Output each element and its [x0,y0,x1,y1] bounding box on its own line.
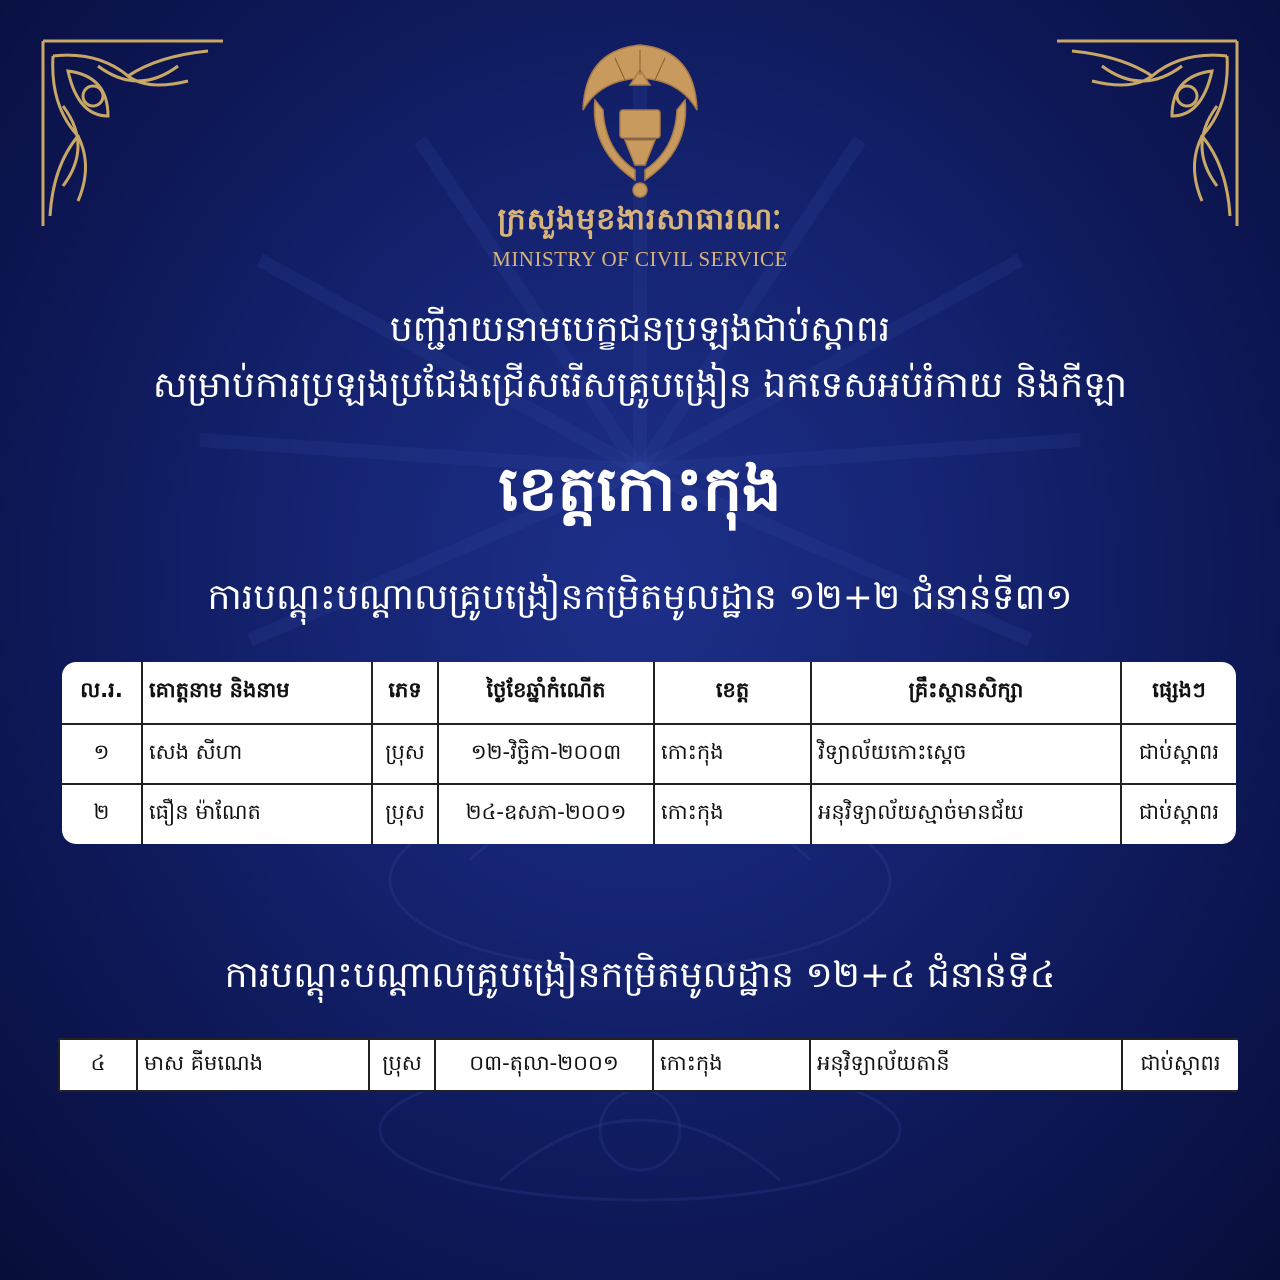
table-header-row [62,662,1236,724]
section-title-12-4: ការបណ្ដុះបណ្ដាលគ្រូបង្រៀនកម្រិតមូលដ្ឋាន ១២+៤ ជំនាន់ទី៤ [224,955,1056,996]
cell-name: សេង សីហា [142,724,372,785]
ministry-name-khmer: ក្រសួងមុខងារសាធារណៈ [497,202,783,237]
table-row [62,784,1236,844]
cell-status: ជាប់ស្ដាពរ [1121,784,1236,844]
col-header-institution: គ្រឹះស្ថានសិក្សា [811,662,1121,724]
cell-birthdate: ១២-វិច្ឆិកា-២០០៣ [438,724,654,785]
cell-gender: ប្រុស [372,784,438,844]
cell-birthdate: ២៤-ឧសភា-២០០១ [438,784,654,844]
province-heading: ខេត្តកោះកុង [498,452,782,525]
cell-number: ២ [62,784,142,844]
table-row [59,1039,1238,1091]
cell-institution: អនុវិទ្យាល័យស្មាច់មានជ័យ [811,784,1121,844]
cell-name: មាស គីមណេង [137,1039,369,1091]
cell-institution: វិទ្យាល័យកោះស្ដេច [811,724,1121,785]
col-header-other: ផ្សេងៗ [1121,662,1236,724]
col-header-number: ល.រ. [62,662,142,724]
results-table-12-4 [58,1038,1238,1092]
col-header-birthdate: ថ្ងៃខែឆ្នាំកំណើត [438,662,654,724]
cell-number: ១ [62,724,142,785]
cell-province: កោះកុង [654,724,811,785]
ministry-emblem-icon [565,40,715,200]
col-header-province: ខេត្ត [654,662,811,724]
cell-institution: អនុវិទ្យាល័យតានី [810,1039,1122,1091]
ministry-name-english: MINISTRY OF CIVIL SERVICE [492,247,788,271]
cell-status: ជាប់ស្ដាពរ [1122,1039,1238,1091]
section-title-12-2: ការបណ្ដុះបណ្ដាលគ្រូបង្រៀនកម្រិតមូលដ្ឋាន ១២+២ ជំនាន់ទី៣១ [207,577,1073,618]
cell-status: ជាប់ស្ដាពរ [1121,724,1236,785]
col-header-name: គោត្តនាម និងនាម [142,662,372,724]
cell-province: កោះកុង [654,784,811,844]
table-row [62,724,1236,785]
document-title: បញ្ជីរាយនាមបេក្ខជនប្រឡងជាប់ស្ដាពរ [389,309,891,350]
document-subtitle: សម្រាប់ការប្រឡងប្រជែងជ្រើសរើសគ្រូបង្រៀន ឯកទេសអប់រំកាយ និងកីឡា [152,365,1128,406]
cell-gender: ប្រុស [372,724,438,785]
results-table-12-2 [62,662,1236,844]
col-header-gender: ភេទ [372,662,438,724]
cell-number: ៤ [59,1039,137,1091]
cell-gender: ប្រុស [369,1039,435,1091]
cell-province: កោះកុង [653,1039,810,1091]
cell-name: ធឿន ម៉ាណែត [142,784,372,844]
cell-birthdate: ០៣-តុលា-២០០១ [435,1039,653,1091]
